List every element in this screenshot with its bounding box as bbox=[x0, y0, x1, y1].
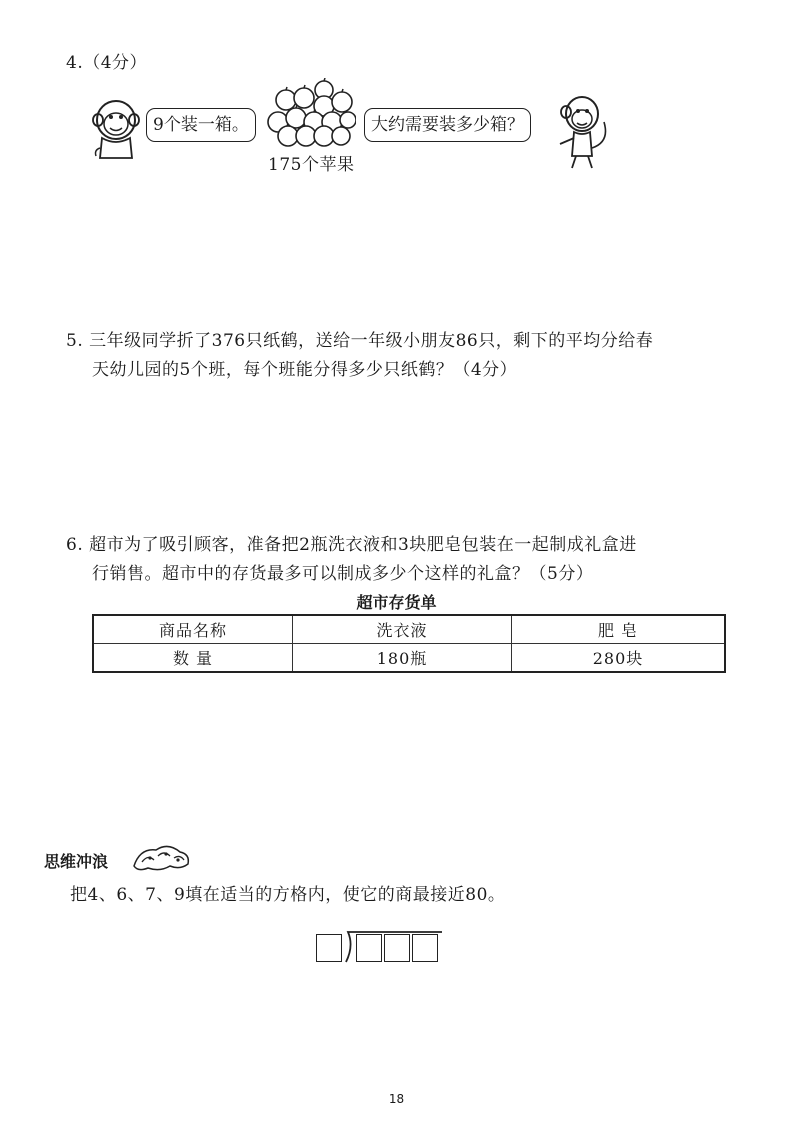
q6-text-line1: 6. 超市为了吸引顾客，准备把2瓶洗衣液和3块肥皂包装在一起制成礼盒进 bbox=[66, 535, 637, 555]
page-number: 18 bbox=[388, 1092, 405, 1106]
table-cell: 洗衣液 bbox=[293, 615, 512, 644]
table-title: 超市存货单 bbox=[356, 593, 437, 612]
monkey-left-icon bbox=[92, 98, 144, 160]
table-cell: 数 量 bbox=[93, 644, 293, 673]
challenge-text: 把4、6、7、9填在适当的方格内，使它的商最接近80。 bbox=[70, 885, 506, 905]
divisor-box[interactable] bbox=[316, 934, 342, 962]
speech-bubble-right: 大约需要装多少箱？ bbox=[364, 108, 531, 142]
challenge-title: 思维冲浪 bbox=[44, 852, 109, 871]
table-cell: 180瓶 bbox=[293, 644, 512, 673]
wave-icon bbox=[130, 840, 192, 874]
dividend-box-1[interactable] bbox=[356, 934, 382, 962]
q5-text-line1: 5. 三年级同学折了376只纸鹤，送给一年级小朋友86只，剩下的平均分给春 bbox=[66, 331, 654, 351]
table-cell: 商品名称 bbox=[93, 615, 293, 644]
monkey-right-icon bbox=[552, 92, 614, 172]
q6-text-line2: 行销售。超市中的存货最多可以制成多少个这样的礼盒？（5分） bbox=[92, 564, 594, 584]
table-row bbox=[93, 644, 725, 673]
dividend-box-3[interactable] bbox=[412, 934, 438, 962]
q5-text-line2: 天幼儿园的5个班，每个班能分得多少只纸鹤？（4分） bbox=[92, 360, 518, 380]
table-cell: 280块 bbox=[512, 644, 726, 673]
dividend-box-2[interactable] bbox=[384, 934, 410, 962]
speech-bubble-left: 9个装一箱。 bbox=[146, 108, 256, 142]
q4-label: 4.（4分） bbox=[66, 53, 148, 73]
table-cell: 肥 皂 bbox=[512, 615, 726, 644]
table-row bbox=[93, 615, 725, 644]
apples-caption: 175个苹果 bbox=[268, 155, 355, 175]
inventory-table bbox=[92, 614, 726, 673]
apple-pile-icon bbox=[266, 78, 356, 148]
